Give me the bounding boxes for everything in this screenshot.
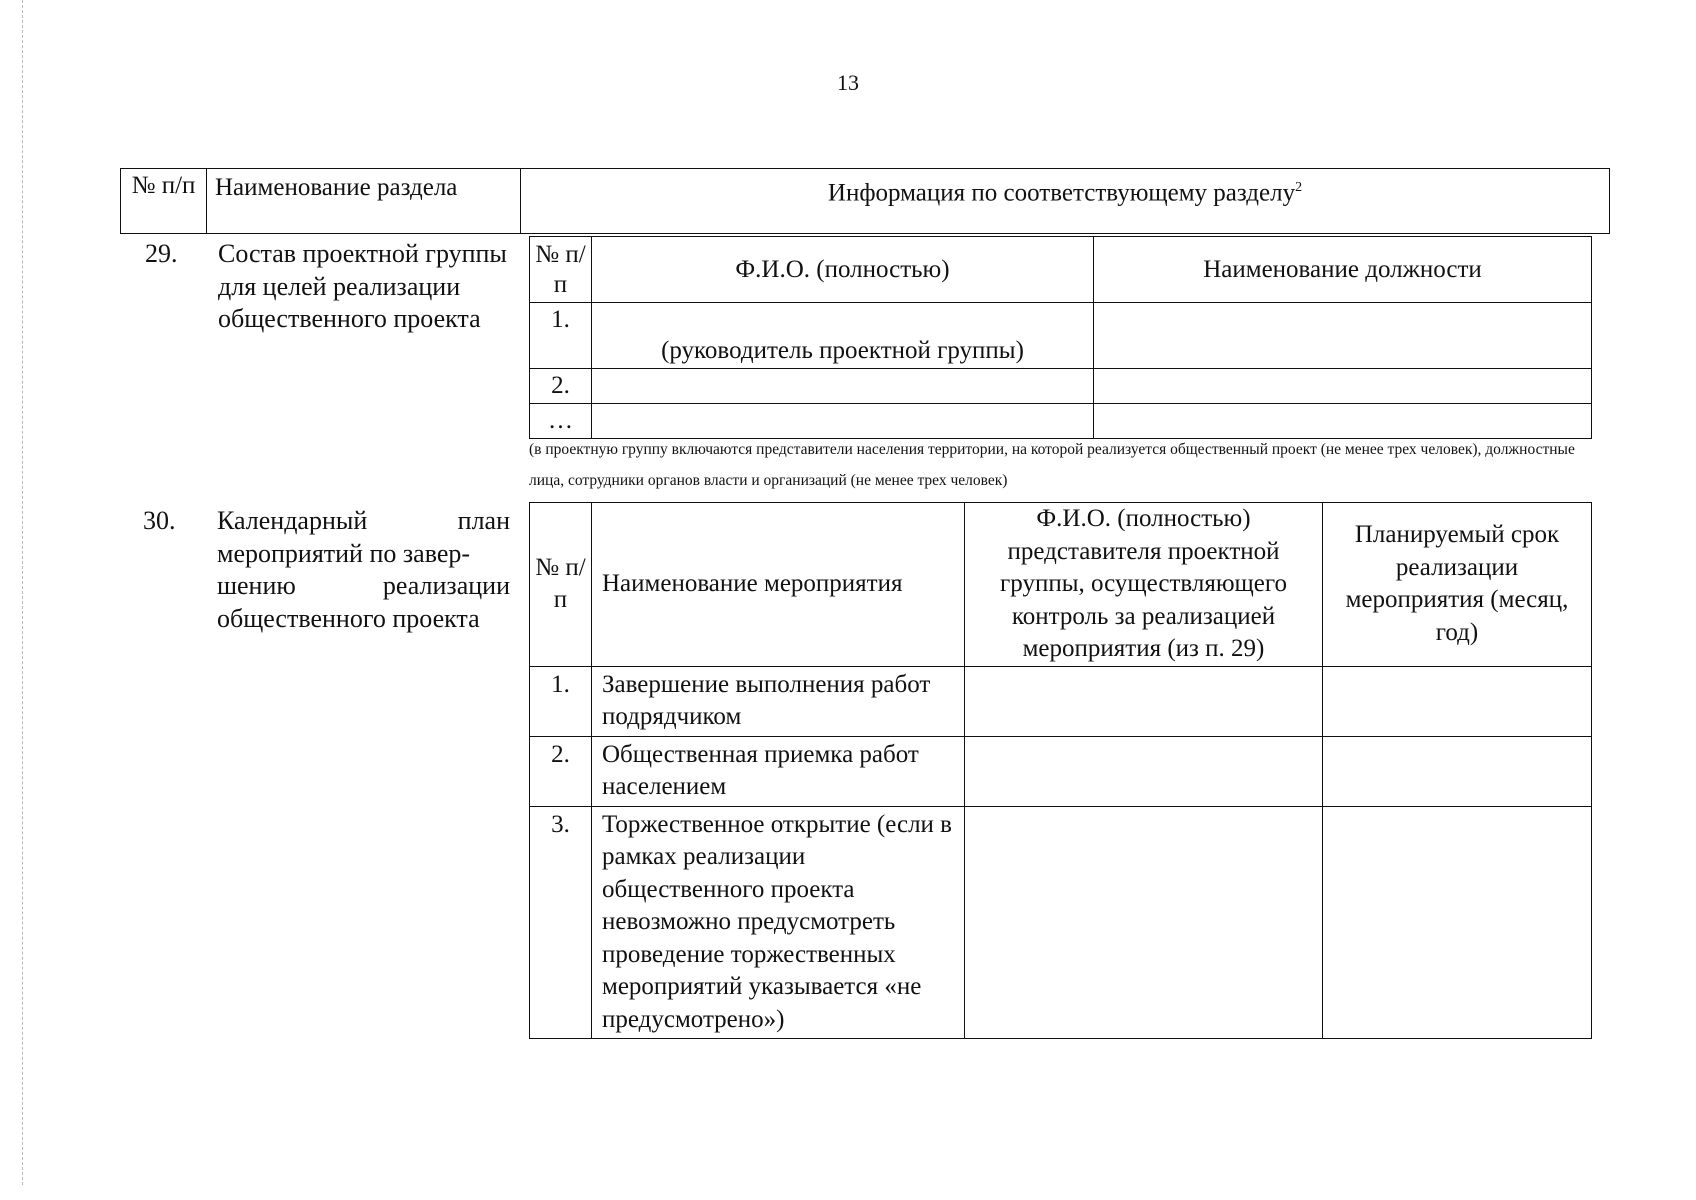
row-term xyxy=(1323,806,1592,1039)
row-event: Торжественное открытие (если в рамках реализации общественного проекта невозможно предусмотреть проведение торжественных мероприятий указывается «не предусмотрено») xyxy=(592,806,965,1039)
row-num: … xyxy=(530,404,592,439)
project-group-table xyxy=(529,236,1592,439)
row-num: 1. xyxy=(530,303,592,369)
title-word: реализации xyxy=(382,571,510,600)
section-30-title xyxy=(217,505,510,635)
header-num: № п/п xyxy=(121,169,207,234)
footnote-mark: 2 xyxy=(1295,180,1303,195)
header-info-text: Информация по соответствующему разделу xyxy=(827,179,1296,207)
row-num: 2. xyxy=(530,736,592,806)
row-num: 3. xyxy=(530,806,592,1039)
row-fio: (руководитель проектной группы) xyxy=(592,303,1094,369)
title-word: шению xyxy=(217,571,296,600)
title-word: Календарный xyxy=(217,506,368,535)
row-fio xyxy=(965,666,1323,736)
project-group-header-num: № п/п xyxy=(530,237,592,303)
row-fio xyxy=(592,369,1094,404)
events-header-event: Наименование мероприятия xyxy=(592,503,965,667)
row-event: Общественная приемка работ населением xyxy=(592,736,965,806)
table-row xyxy=(530,369,1592,404)
title-word: план xyxy=(457,506,510,535)
project-group-note: (в проектную группу включаются представители населения территории, на которой реализуется общественный проект (не менее трех человек), должностные лица, сотрудники органов власти и организаций (не менее трех человек) xyxy=(529,441,1575,489)
main-table-header xyxy=(120,168,1610,234)
row-fio xyxy=(965,806,1323,1039)
events-header-fio: Ф.И.О. (полностью) представителя проектной группы, осуществляющего контроль за реализацией мероприятия (из п. 29) xyxy=(965,503,1323,667)
title-line xyxy=(217,570,510,603)
table-row xyxy=(530,806,1592,1039)
project-group-header-fio: Ф.И.О. (полностью) xyxy=(592,237,1094,303)
title-line xyxy=(217,538,510,571)
table-row xyxy=(530,303,1592,369)
scan-edge-line xyxy=(22,0,23,1185)
events-plan-header-row xyxy=(530,503,1592,667)
events-plan-table xyxy=(529,502,1592,1039)
events-header-term: Планируемый срок реализации мероприятия (месяц, год) xyxy=(1323,503,1592,667)
row-term xyxy=(1323,736,1592,806)
page-number: 13 xyxy=(837,70,859,95)
section-29-number: 29. xyxy=(145,239,178,268)
row-num: 2. xyxy=(530,369,592,404)
title-word: общественного проекта xyxy=(217,603,480,633)
row-term xyxy=(1323,666,1592,736)
header-section-name: Наименование раздела xyxy=(207,169,521,234)
events-header-num: № п/п xyxy=(530,503,592,667)
title-word: мероприятий по завер- xyxy=(217,538,471,568)
title-line xyxy=(217,505,510,538)
row-position xyxy=(1094,303,1592,369)
row-position xyxy=(1094,369,1592,404)
main-header-row xyxy=(121,169,1610,234)
table-row xyxy=(530,736,1592,806)
title-line xyxy=(217,603,510,636)
header-section-info xyxy=(521,169,1610,234)
section-29-title: Состав проектной группы для целей реализации общественного проекта xyxy=(218,239,507,333)
table-row xyxy=(530,666,1592,736)
row-fio xyxy=(965,736,1323,806)
project-group-header-row xyxy=(530,237,1592,303)
row-event: Завершение выполнения работ подрядчиком xyxy=(592,666,965,736)
project-group-header-position: Наименование должности xyxy=(1094,237,1592,303)
section-30-number: 30. xyxy=(143,506,176,535)
row-num: 1. xyxy=(530,666,592,736)
